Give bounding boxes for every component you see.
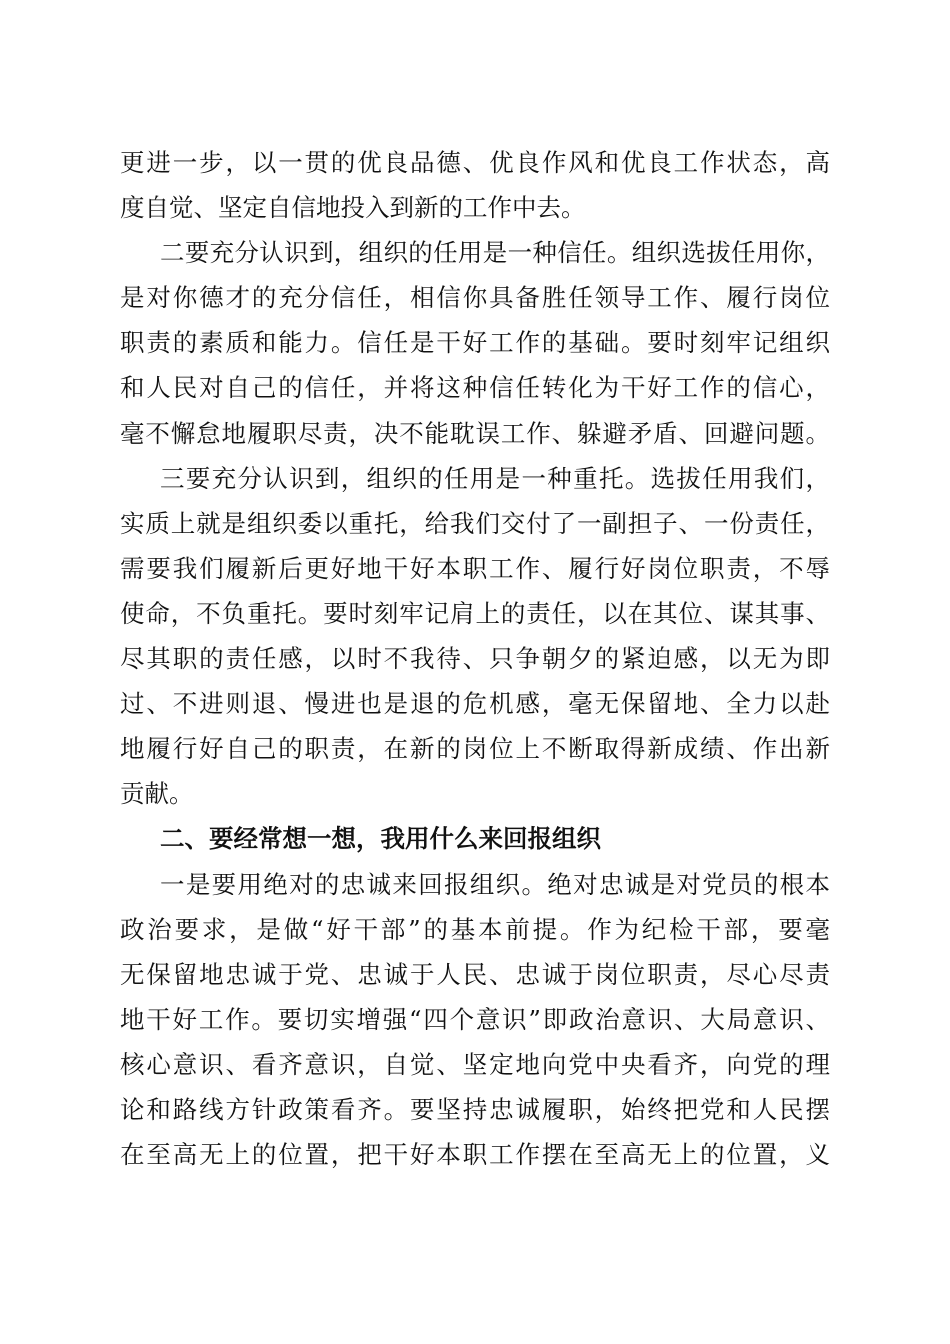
text-line: 政治要求，是做“好干部”的基本前提。作为纪检干部，要毫 <box>120 914 830 944</box>
text-line: 三要充分认识到，组织的任用是一种重托。选拔任用我们， <box>160 463 830 493</box>
text-line: 尽其职的责任感，以时不我待、只争朝夕的紧迫感，以无为即 <box>120 644 830 674</box>
heading-line: 二、要经常想一想，我用什么来回报组织 <box>160 824 601 854</box>
document-body <box>120 140 830 1177</box>
text-line: 核心意识、看齐意识，自觉、坚定地向党中央看齐，向党的理 <box>120 1049 830 1079</box>
text-line: 实质上就是组织委以重托，给我们交付了一副担子、一份责任， <box>120 508 830 538</box>
text-line: 使命，不负重托。要时刻牢记肩上的责任，以在其位、谋其事、 <box>120 598 830 628</box>
text-line: 论和路线方针政策看齐。要坚持忠诚履职，始终把党和人民摆 <box>120 1094 830 1124</box>
text-line: 一是要用绝对的忠诚来回报组织。绝对忠诚是对党员的根本 <box>160 869 830 899</box>
text-line: 更进一步，以一贯的优良品德、优良作风和优良工作状态，高 <box>120 148 830 177</box>
paragraph-loyalty <box>120 862 830 1178</box>
paragraph-continuation <box>120 140 830 230</box>
text-line: 是对你德才的充分信任，相信你具备胜任领导工作、履行岗位 <box>120 283 830 313</box>
section-heading <box>120 816 830 861</box>
text-line: 二要充分认识到，组织的任用是一种信任。组织选拔任用你， <box>160 238 830 268</box>
text-line: 地履行好自己的职责，在新的岗位上不断取得新成绩、作出新 <box>120 734 830 764</box>
text-line: 度自觉、坚定自信地投入到新的工作中去。 <box>120 193 586 223</box>
text-line: 职责的素质和能力。信任是干好工作的基础。要时刻牢记组织 <box>120 328 830 358</box>
text-line: 贡献。 <box>120 779 194 809</box>
paragraph-trust <box>120 230 830 455</box>
text-line: 过、不进则退、慢进也是退的危机感，毫无保留地、全力以赴 <box>120 689 830 719</box>
text-line: 需要我们履新后更好地干好本职工作、履行好岗位职责，不辱 <box>120 553 830 583</box>
text-line: 毫不懈怠地履职尽责，决不能耽误工作、躲避矛盾、回避问题。 <box>120 418 830 448</box>
text-line: 地干好工作。要切实增强“四个意识”即政治意识、大局意识、 <box>120 1004 830 1034</box>
paragraph-entrustment <box>120 456 830 817</box>
text-line: 和人民对自己的信任，并将这种信任转化为干好工作的信心， <box>120 373 830 403</box>
text-line: 在至高无上的位置，把干好本职工作摆在至高无上的位置，义 <box>120 1140 830 1170</box>
text-line: 无保留地忠诚于党、忠诚于人民、忠诚于岗位职责，尽心尽责 <box>120 959 830 989</box>
